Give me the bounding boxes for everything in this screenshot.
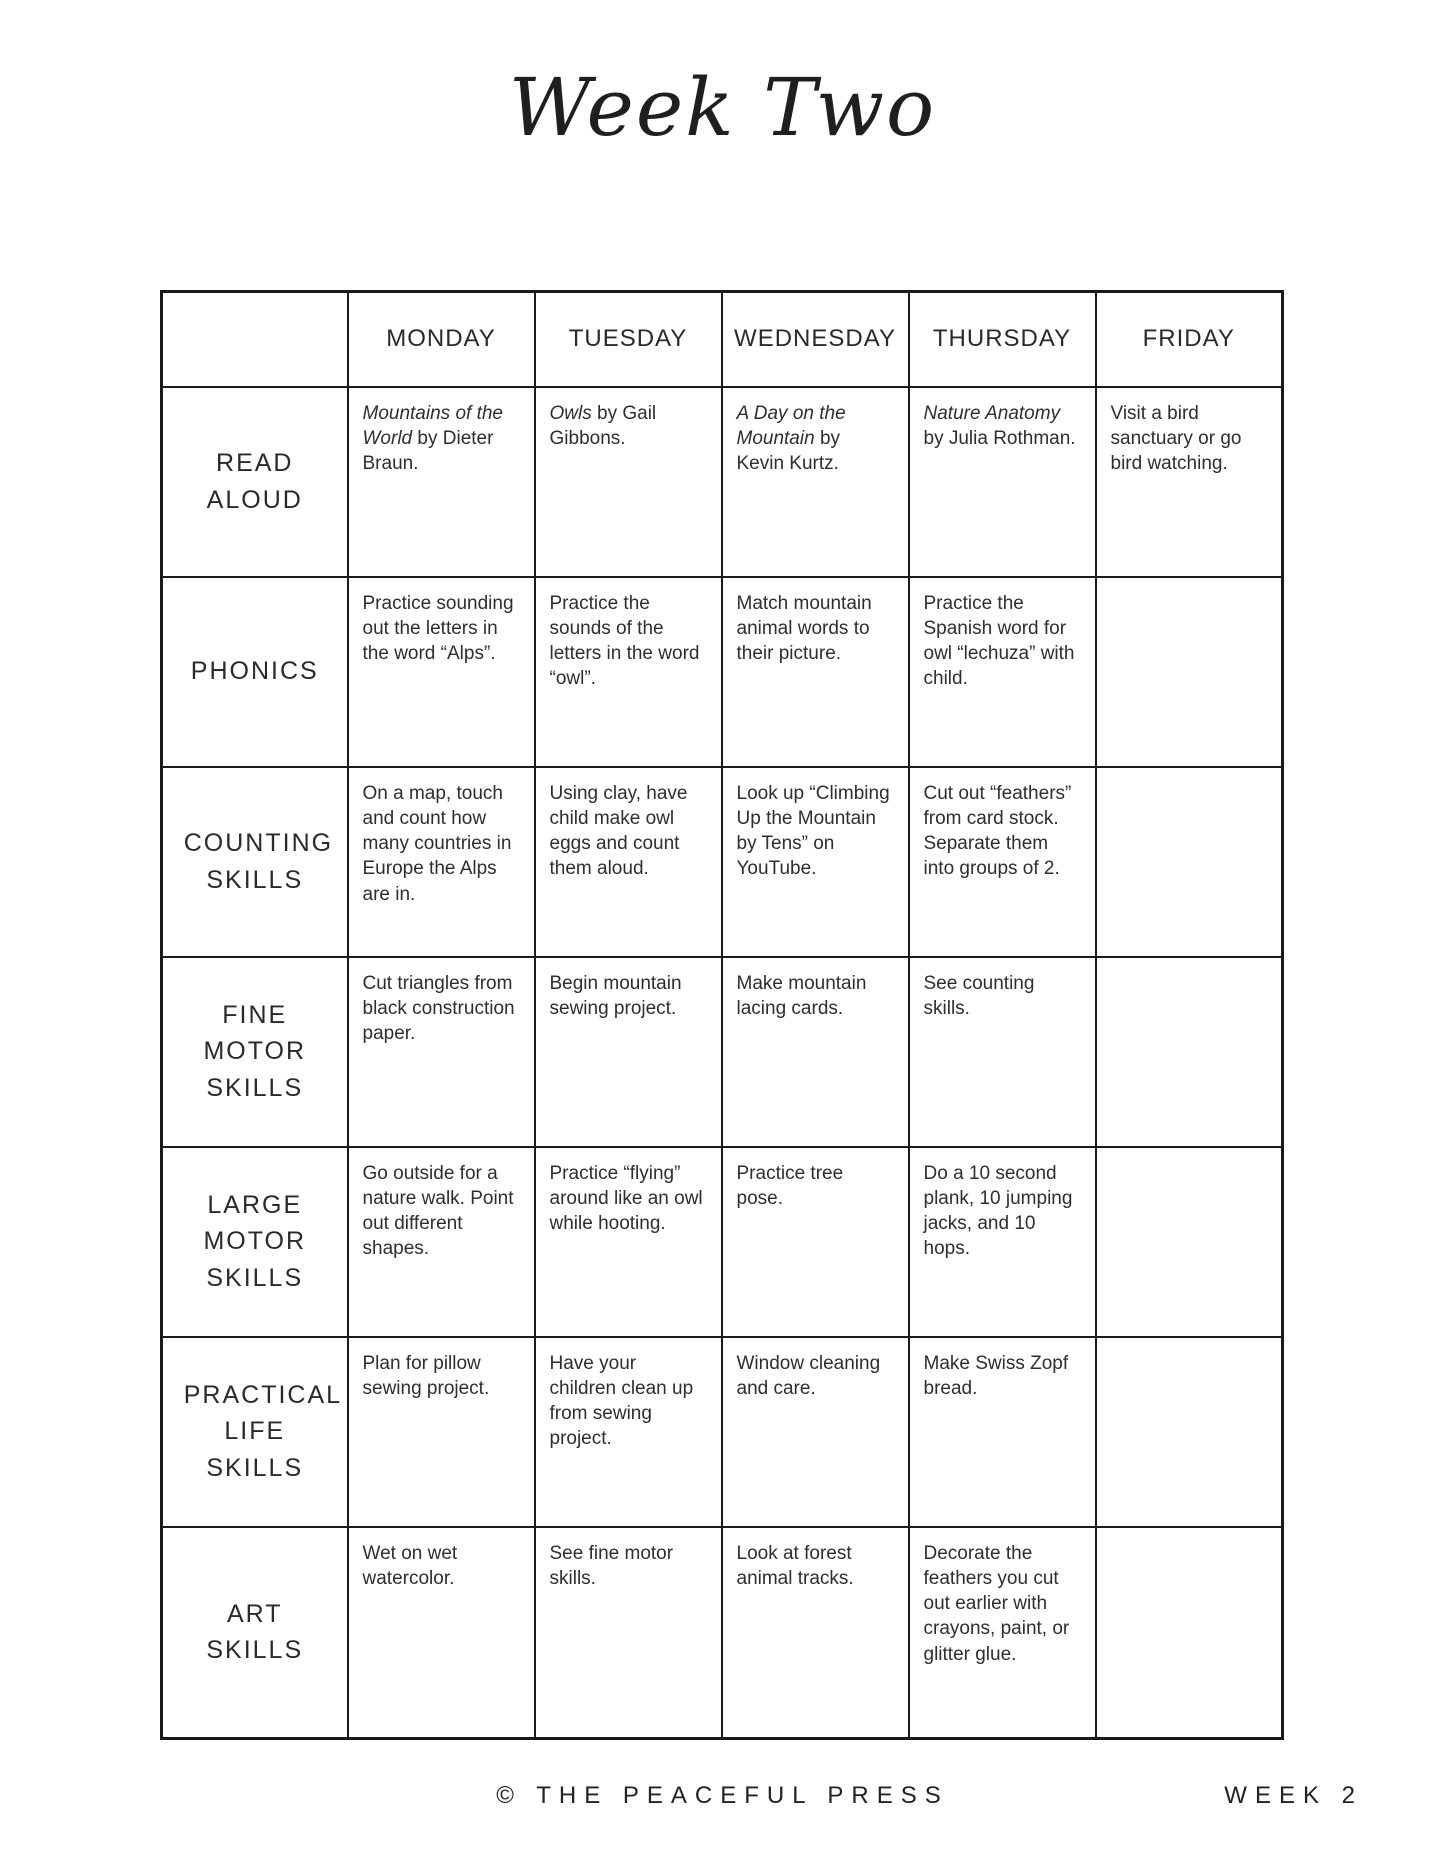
cell-phonics-monday (348, 577, 535, 767)
cell-counting-skills-wednesday (722, 767, 909, 957)
cell-large-motor-skills-tuesday (535, 1147, 722, 1337)
activity-text: Cut out “feathers” from card stock. Separate them into groups of 2. (923, 782, 1072, 880)
activity-text: Do a 10 second plank, 10 jumping jacks, and 10 hops. (923, 1162, 1073, 1260)
activity-text: Visit a bird sanctuary or go bird watching. (1110, 402, 1242, 475)
cell-art-skills-wednesday (722, 1527, 909, 1739)
activity-text: Practice tree pose. (736, 1162, 844, 1209)
row-label-text: COUNTING SKILLS (183, 829, 334, 894)
activity-text: See fine motor skills. (549, 1542, 674, 1589)
activity-text: by Kevin Kurtz. (736, 427, 841, 475)
cell-phonics-friday (1096, 577, 1283, 767)
cell-practical-life-skills-thursday (909, 1337, 1096, 1527)
cell-fine-motor-skills-monday (348, 957, 535, 1147)
cell-read-aloud-friday (1096, 387, 1283, 577)
cell-phonics-tuesday (535, 577, 722, 767)
activity-text: Wet on wet watercolor. (362, 1542, 458, 1589)
activity-text: Look at forest animal tracks. (736, 1542, 854, 1589)
row-label-text: LARGE MOTOR SKILLS (203, 1191, 307, 1292)
activity-text: by Julia Rothman. (923, 427, 1076, 449)
row-label-fine-motor-skills (162, 957, 348, 1147)
activity-text: Practice sounding out the letters in the word “Alps”. (362, 592, 514, 665)
book-title-text: Nature Anatomy (923, 402, 1061, 424)
activity-text: Plan for pillow sewing project. (362, 1352, 490, 1399)
activity-text: Practice the Spanish word for owl “lechuza” with child. (923, 592, 1075, 690)
cell-practical-life-skills-monday (348, 1337, 535, 1527)
schedule-table-container (160, 290, 1284, 1740)
table-header (162, 292, 1283, 387)
book-title-text: Owls (549, 402, 592, 424)
row-label-art-skills (162, 1527, 348, 1739)
table-row-large-motor-skills (162, 1147, 1283, 1337)
activity-text: Match mountain animal words to their picture. (736, 592, 872, 665)
weekly-schedule-table (160, 290, 1284, 1740)
day-header-friday: FRIDAY (1096, 292, 1283, 387)
page-title: Week Two (508, 61, 937, 154)
table-row-practical-life-skills (162, 1337, 1283, 1527)
activity-text: Go outside for a nature walk. Point out different shapes. (362, 1162, 514, 1260)
cell-phonics-wednesday (722, 577, 909, 767)
row-label-text: FINE MOTOR SKILLS (203, 1001, 307, 1102)
corner-cell (162, 292, 348, 387)
table-row-read-aloud (162, 387, 1283, 577)
cell-art-skills-monday (348, 1527, 535, 1739)
cell-large-motor-skills-thursday (909, 1147, 1096, 1337)
row-label-read-aloud (162, 387, 348, 577)
activity-text: by Gail Gibbons. (549, 402, 657, 449)
day-header-tuesday: TUESDAY (535, 292, 722, 387)
cell-phonics-thursday (909, 577, 1096, 767)
row-label-text: PRACTICAL LIFE SKILLS (183, 1381, 343, 1482)
activity-text: Window cleaning and care. (736, 1352, 881, 1399)
day-header-monday: MONDAY (348, 292, 535, 387)
cell-fine-motor-skills-tuesday (535, 957, 722, 1147)
cell-art-skills-thursday (909, 1527, 1096, 1739)
activity-text: Make mountain lacing cards. (736, 972, 867, 1019)
activity-text: See counting skills. (923, 972, 1035, 1019)
cell-counting-skills-monday (348, 767, 535, 957)
cell-fine-motor-skills-thursday (909, 957, 1096, 1147)
copyright-text: © THE PEACEFUL PRESS (496, 1782, 949, 1809)
activity-text: by Dieter Braun. (362, 427, 494, 475)
activity-text: Have your children clean up from sewing project. (549, 1352, 694, 1450)
table-row-art-skills (162, 1527, 1283, 1739)
cell-art-skills-tuesday (535, 1527, 722, 1739)
header-row (162, 292, 1283, 387)
cell-practical-life-skills-wednesday (722, 1337, 909, 1527)
row-label-text: PHONICS (190, 657, 319, 686)
table-body (162, 387, 1283, 1739)
row-label-text: READ ALOUD (206, 449, 303, 514)
cell-practical-life-skills-tuesday (535, 1337, 722, 1527)
week-number-label: WEEK 2 (1224, 1782, 1363, 1809)
cell-counting-skills-tuesday (535, 767, 722, 957)
activity-text: Practice the sounds of the letters in the word “owl”. (549, 592, 700, 690)
book-title-text: Mountains of the World (362, 402, 503, 449)
table-row-counting-skills (162, 767, 1283, 957)
cell-large-motor-skills-monday (348, 1147, 535, 1337)
cell-counting-skills-thursday (909, 767, 1096, 957)
activity-text: Using clay, have child make owl eggs and count them aloud. (549, 782, 688, 880)
cell-read-aloud-wednesday (722, 387, 909, 577)
activity-text: Make Swiss Zopf bread. (923, 1352, 1069, 1399)
cell-large-motor-skills-wednesday (722, 1147, 909, 1337)
cell-practical-life-skills-friday (1096, 1337, 1283, 1527)
day-header-wednesday: WEDNESDAY (722, 292, 909, 387)
row-label-practical-life-skills (162, 1337, 348, 1527)
activity-text: Decorate the feathers you cut out earlier with crayons, paint, or glitter glue. (923, 1542, 1070, 1665)
cell-read-aloud-thursday (909, 387, 1096, 577)
page-footer (0, 1782, 1445, 1810)
table-row-phonics (162, 577, 1283, 767)
row-label-counting-skills (162, 767, 348, 957)
table-row-fine-motor-skills (162, 957, 1283, 1147)
cell-counting-skills-friday (1096, 767, 1283, 957)
day-header-thursday: THURSDAY (909, 292, 1096, 387)
activity-text: Begin mountain sewing project. (549, 972, 682, 1019)
activity-text: Look up “Climbing Up the Mountain by Tens” on YouTube. (736, 782, 890, 880)
cell-read-aloud-tuesday (535, 387, 722, 577)
cell-fine-motor-skills-wednesday (722, 957, 909, 1147)
book-title-text: A Day on the Mountain (736, 402, 846, 449)
row-label-large-motor-skills (162, 1147, 348, 1337)
cell-read-aloud-monday (348, 387, 535, 577)
cell-large-motor-skills-friday (1096, 1147, 1283, 1337)
cell-fine-motor-skills-friday (1096, 957, 1283, 1147)
cell-art-skills-friday (1096, 1527, 1283, 1739)
activity-text: On a map, touch and count how many countries in Europe the Alps are in. (362, 782, 512, 905)
activity-text: Cut triangles from black construction paper. (362, 972, 515, 1045)
row-label-phonics (162, 577, 348, 767)
activity-text: Practice “flying” around like an owl while hooting. (549, 1162, 703, 1235)
row-label-text: ART SKILLS (206, 1600, 304, 1665)
